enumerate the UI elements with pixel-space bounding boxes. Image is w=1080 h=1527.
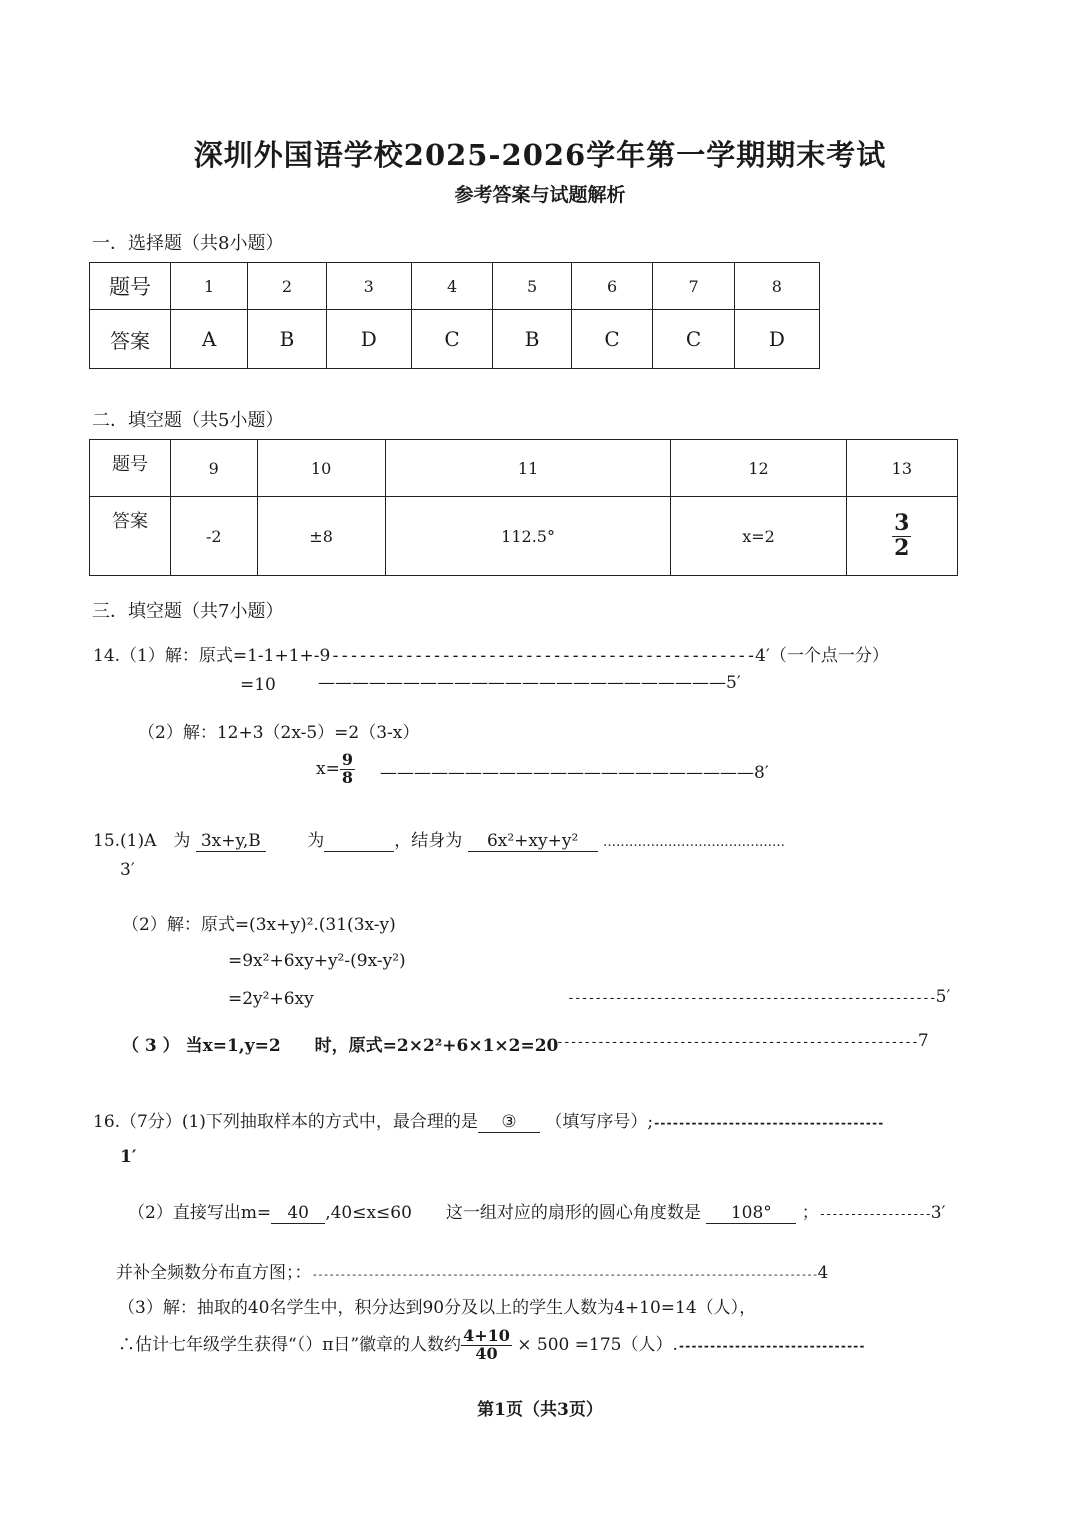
answer-cell: C: [653, 310, 735, 369]
q15-line4-leader: [567, 987, 950, 1007]
fill-blank-answer-table: [89, 439, 958, 576]
q14-x-prefix: x=: [316, 758, 340, 779]
q15-part1-text: 为: [307, 831, 325, 851]
question-number: 10: [257, 440, 385, 497]
answer-cell: A: [171, 310, 248, 369]
question-number: 3: [326, 263, 411, 310]
answer-cell: -2: [171, 497, 258, 576]
q15-line3: =9x²+6xy+y²-(9x-y²): [228, 951, 406, 971]
q14-line1: [93, 641, 889, 666]
fill-blank-empty: [324, 831, 394, 852]
fill-blank: 40: [271, 1203, 325, 1224]
score-mark: 8′: [754, 763, 769, 783]
dash-leader: ------------------------------------------------------------------------------------------: [311, 1268, 818, 1281]
q14-line3: （2）解：12+3（2x-5）=2（3-x）: [138, 723, 420, 743]
fraction-denominator: 2: [894, 534, 910, 561]
question-number: 1: [171, 263, 248, 310]
q15-line2: （2）解：原式=(3x+y)².(31(3x-y): [122, 915, 396, 935]
question-number: 8: [734, 263, 819, 310]
question-number: 7: [653, 263, 735, 310]
answer-cell-fraction: [846, 497, 957, 576]
fraction-denominator: 8: [341, 767, 353, 787]
question-number: 5: [493, 263, 571, 310]
document-subtitle: 参考答案与试题解析: [454, 184, 626, 206]
q15-line4: =2y²+6xy: [228, 989, 314, 1009]
question-number: 4: [411, 263, 493, 310]
score-mark: 3′: [120, 860, 135, 880]
question-number: 9: [171, 440, 258, 497]
row-label-number: 题号: [90, 440, 171, 497]
dash-leader: ------------------: [818, 1207, 931, 1221]
question-number: 12: [671, 440, 846, 497]
dash-leader: ——————————————————————: [380, 763, 754, 783]
q14-expr: 14.（1）解：原式=1-1+1+-9: [93, 646, 331, 666]
q14-line4-leader: [380, 763, 769, 783]
dot-leader: ……………………………………: [603, 835, 786, 850]
score-mark: 5′: [726, 673, 741, 693]
q15-part3: （ 3 ） 当x=1,y=2 时，原式=2×2²+6×1×2=20: [122, 1036, 559, 1056]
q15-line5-leader: [556, 1031, 929, 1051]
section3-heading: 三．填空题（共7小题）: [92, 601, 284, 622]
q16-part2-text4: 并补全频数分布直方图；：: [116, 1263, 312, 1283]
score-mark: 5′: [935, 987, 951, 1007]
score-mark: 4′（一个点一分）: [755, 646, 889, 666]
q16-line4: （3）解：抽取的40名学生中，积分达到90分及以上的学生人数为4+10=14（人），: [118, 1298, 757, 1318]
q15-line5: [122, 1031, 558, 1056]
answer-cell: C: [571, 310, 653, 369]
fill-blank: 6x²+xy+y²: [468, 831, 598, 852]
q15-line1: [93, 826, 785, 852]
fraction: [461, 1328, 512, 1363]
row-label-number: 题号: [90, 263, 171, 310]
q16-line3: [116, 1258, 828, 1283]
dash-leader: ------------------------------: [677, 1338, 865, 1353]
dash-leader: -----------------------------------------------------: [556, 1035, 918, 1050]
question-number: 13: [846, 440, 957, 497]
q14-line2-leader: [318, 673, 741, 693]
page-number: 第1页（共3页）: [477, 1400, 603, 1420]
dash-leader: ————————————————————————: [318, 673, 726, 693]
q15-part1-label: 15.(1)A 为: [93, 831, 191, 851]
answer-cell: D: [734, 310, 819, 369]
answer-cell: ±8: [257, 497, 385, 576]
answer-cell: x=2: [671, 497, 846, 576]
score-mark: 7: [917, 1031, 929, 1051]
score-mark: 1′: [120, 1147, 137, 1167]
question-number: 11: [385, 440, 671, 497]
fraction-numerator: 3: [894, 510, 910, 537]
q16-line1: [93, 1107, 883, 1133]
q16-part2-text2: ,40≤x≤60 这一组对应的扇形的圆心角度数是: [325, 1203, 701, 1223]
answer-cell: D: [326, 310, 411, 369]
multiple-choice-answer-table: [89, 262, 820, 369]
row-label-answer: 答案: [90, 497, 171, 576]
score-mark: 4: [817, 1263, 829, 1283]
q15-part1-text2: ，结身为: [394, 831, 463, 851]
dash-leader: -------------------------------------: [653, 1116, 884, 1130]
q16-part3-text2: × 500 =175（人）.: [517, 1334, 678, 1355]
score-mark: 3′: [930, 1203, 946, 1223]
answer-cell: B: [248, 310, 326, 369]
document-title: 深圳外国语学校2025-2026学年第一学期期末考试: [193, 138, 887, 172]
q16-part1-text2: （填写序号）;: [545, 1112, 654, 1132]
fraction-denominator: 40: [475, 1343, 498, 1363]
answer-cell: 112.5°: [385, 497, 671, 576]
fraction: [340, 752, 355, 787]
fill-blank: ③: [478, 1112, 540, 1133]
fill-blank: 108°: [706, 1203, 796, 1224]
question-number: 2: [248, 263, 326, 310]
fraction-numerator: 9: [341, 750, 353, 769]
q16-line5: [118, 1328, 865, 1363]
q16-part1-text: 16.（7分）(1)下列抽取样本的方式中，最合理的是: [93, 1112, 478, 1132]
q16-line2: [128, 1198, 945, 1224]
q14-result: =10: [240, 675, 276, 695]
q16-part2-text3: ；: [801, 1203, 819, 1223]
fill-blank: 3x+y,B: [196, 831, 266, 852]
fraction: [892, 512, 911, 559]
section1-heading: 一．选择题（共8小题）: [92, 233, 284, 254]
section2-heading: 二．填空题（共5小题）: [92, 410, 284, 431]
row-label-answer: 答案: [90, 310, 171, 369]
q16-part3-text: ∴估计七年级学生获得“（）π日”徽章的人数约: [118, 1334, 462, 1355]
answer-cell: B: [493, 310, 571, 369]
answer-cell: C: [411, 310, 493, 369]
q16-part2-text: （2）直接写出m=: [128, 1203, 272, 1223]
fraction-numerator: 4+10: [463, 1326, 510, 1345]
question-number: 6: [571, 263, 653, 310]
q14-line2: [240, 675, 276, 695]
q14-line4: [316, 752, 355, 787]
dash-leader: ------------------------------------------------------: [567, 991, 936, 1006]
dash-leader: ----------------------------------------------: [330, 646, 756, 666]
